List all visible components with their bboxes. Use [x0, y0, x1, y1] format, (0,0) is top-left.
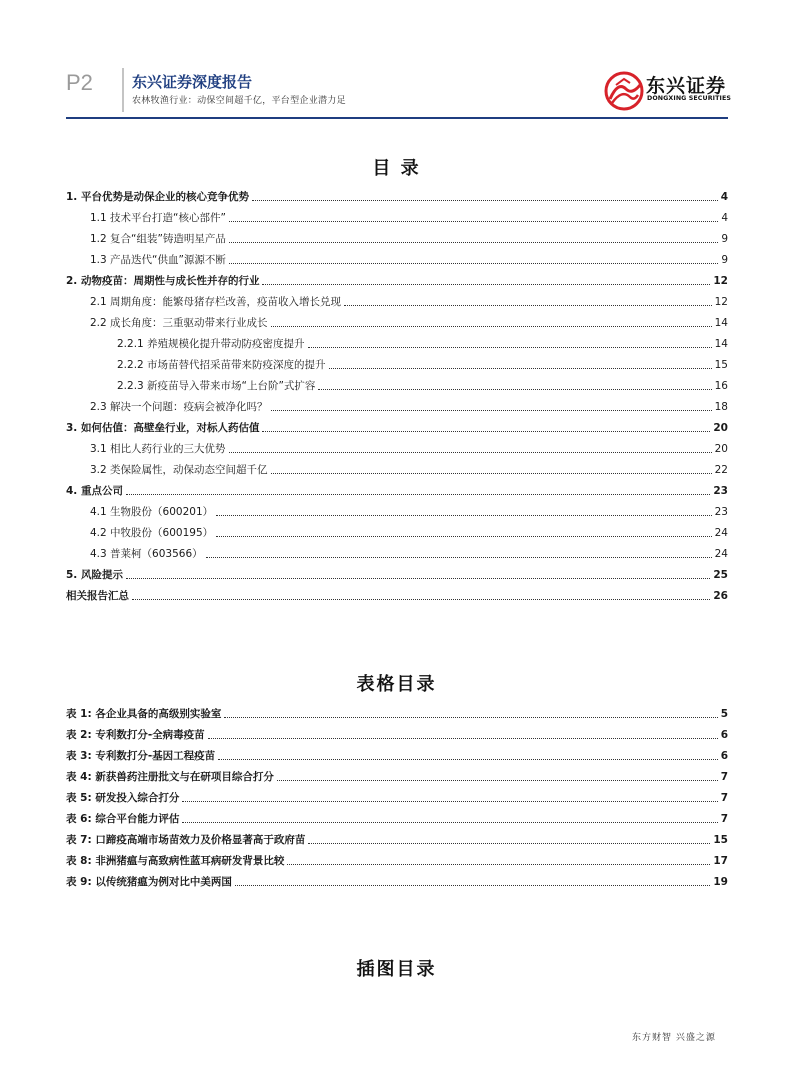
table-entry-page: 6 — [720, 729, 728, 741]
leader-dots — [206, 557, 712, 558]
leader-dots — [216, 515, 712, 516]
table-entry-label: 表 4: 新获兽药注册批文与在研项目综合打分 — [66, 770, 277, 784]
leader-dots — [287, 864, 710, 865]
toc-entry-label: 3.2 类保险属性，动保动态空间超千亿 — [90, 463, 271, 477]
toc-entry[interactable] — [66, 414, 728, 435]
toc-entry-label: 相关报告汇总 — [66, 589, 132, 603]
toc-entry-page: 22 — [714, 464, 728, 476]
toc-entry-label: 2.2.1 养殖规模化提升带动防疫密度提升 — [117, 337, 308, 351]
table-entry[interactable] — [66, 868, 728, 889]
table-entry[interactable] — [66, 700, 728, 721]
toc-entry-label: 4.2 中牧股份（600195） — [90, 526, 216, 540]
leader-dots — [329, 368, 712, 369]
leader-dots — [277, 780, 718, 781]
table-entry-page: 7 — [720, 792, 728, 804]
table-entry-label: 表 9: 以传统猪瘟为例对比中美两国 — [66, 875, 235, 889]
toc-entry-page: 20 — [714, 443, 728, 455]
toc-entry-page: 14 — [714, 338, 728, 350]
toc-entry[interactable] — [66, 519, 728, 540]
leader-dots — [308, 347, 712, 348]
toc-entry-page: 12 — [714, 296, 728, 308]
toc-entry-page: 12 — [713, 275, 728, 287]
toc-entry-page: 4 — [721, 212, 728, 224]
toc-entry-label: 5. 风险提示 — [66, 568, 126, 582]
toc-entry[interactable] — [66, 393, 728, 414]
report-title: 东兴证券深度报告 — [132, 73, 253, 91]
toc-entry-label: 2.1 周期角度：能繁母猪存栏改善，疫苗收入增长兑现 — [90, 295, 344, 309]
toc-entry[interactable] — [66, 540, 728, 561]
toc-entry-label: 4.3 普莱柯（603566） — [90, 547, 206, 561]
toc-entry-page: 16 — [714, 380, 728, 392]
toc-entry-page: 23 — [714, 506, 728, 518]
leader-dots — [271, 326, 712, 327]
toc-entry-page: 24 — [714, 527, 728, 539]
toc-entry-page: 9 — [721, 233, 728, 245]
logo-text: 东兴证券 — [646, 75, 727, 97]
leader-dots — [318, 389, 711, 390]
table-entry-label: 表 6: 综合平台能力评估 — [66, 812, 182, 826]
toc-entry[interactable] — [66, 561, 728, 582]
table-entry-label: 表 1: 各企业具备的高级别实验室 — [66, 707, 224, 721]
leader-dots — [344, 305, 712, 306]
header-rule — [66, 117, 728, 119]
table-entry[interactable] — [66, 784, 728, 805]
toc-entry[interactable] — [66, 498, 728, 519]
toc-entry-label: 2.2.3 新疫苗导入带来市场“上台阶”式扩容 — [117, 379, 318, 393]
leader-dots — [218, 759, 718, 760]
logo-english-text: DONGXING SECURITIES — [647, 95, 731, 102]
leader-dots — [229, 263, 718, 264]
toc-entry-label: 1. 平台优势是动保企业的核心竞争优势 — [66, 190, 252, 204]
toc-entry[interactable] — [66, 351, 728, 372]
toc-entry-label: 1.1 技术平台打造“核心部件” — [90, 211, 229, 225]
leader-dots — [182, 822, 717, 823]
toc-entry[interactable] — [66, 582, 728, 603]
header-divider — [122, 68, 124, 112]
report-subtitle: 农林牧渔行业：动保空间超千亿，平台型企业潜力足 — [132, 96, 346, 106]
table-entry-page: 5 — [720, 708, 728, 720]
table-entry-label: 表 5: 研发投入综合打分 — [66, 791, 182, 805]
table-entry[interactable] — [66, 721, 728, 742]
table-entry-page: 6 — [720, 750, 728, 762]
toc-entry-label: 2. 动物疫苗：周期性与成长性并存的行业 — [66, 274, 262, 288]
toc-entry-label: 3.1 相比人药行业的三大优势 — [90, 442, 229, 456]
footer-slogan: 东方财智 兴盛之源 — [632, 1033, 716, 1043]
table-entry-page: 7 — [720, 771, 728, 783]
toc-entry[interactable] — [66, 183, 728, 204]
figures-toc-title: 插图目录 — [356, 959, 437, 980]
toc-entry-page: 15 — [714, 359, 728, 371]
toc-entry-label: 1.2 复合“组装”铸造明星产品 — [90, 232, 229, 246]
leader-dots — [216, 536, 712, 537]
toc-entry-page: 20 — [713, 422, 728, 434]
leader-dots — [229, 242, 718, 243]
toc-entry[interactable] — [66, 372, 728, 393]
company-logo — [604, 69, 732, 113]
table-entry[interactable] — [66, 763, 728, 784]
leader-dots — [262, 284, 710, 285]
table-entry-page: 17 — [713, 855, 728, 867]
table-entry-page: 19 — [713, 876, 728, 888]
toc-entry[interactable] — [66, 456, 728, 477]
toc-entry-page: 23 — [713, 485, 728, 497]
toc-entry-label: 2.3 解决一个问题：疫病会被净化吗？ — [90, 400, 271, 414]
toc-entry-label: 2.2.2 市场苗替代招采苗带来防疫深度的提升 — [117, 358, 329, 372]
toc-entry-label: 3. 如何估值：高壁垒行业，对标人药估值 — [66, 421, 262, 435]
toc-title: 目 录 — [372, 158, 421, 179]
table-entry-page: 7 — [720, 813, 728, 825]
toc-entry-page: 18 — [714, 401, 728, 413]
table-entry-label: 表 8: 非洲猪瘟与高致病性蓝耳病研发背景比较 — [66, 854, 287, 868]
table-entry[interactable] — [66, 847, 728, 868]
table-entry-page: 15 — [713, 834, 728, 846]
table-entry[interactable] — [66, 742, 728, 763]
toc-entry[interactable] — [66, 246, 728, 267]
table-entry[interactable] — [66, 805, 728, 826]
toc-entry-page: 14 — [714, 317, 728, 329]
table-entry-label: 表 7: 口蹄疫高端市场苗效力及价格显著高于政府苗 — [66, 833, 308, 847]
toc-entry[interactable] — [66, 225, 728, 246]
table-entry-label: 表 2: 专利数打分-全病毒疫苗 — [66, 728, 208, 742]
toc-entry[interactable] — [66, 309, 728, 330]
toc-entry-page: 9 — [721, 254, 728, 266]
toc-entry-label: 1.3 产品迭代“供血”源源不断 — [90, 253, 229, 267]
toc-entry[interactable] — [66, 435, 728, 456]
leader-dots — [224, 717, 717, 718]
leader-dots — [271, 473, 712, 474]
toc-entry[interactable] — [66, 477, 728, 498]
toc-entry[interactable] — [66, 330, 728, 351]
toc-entry-page: 25 — [713, 569, 728, 581]
toc-entry[interactable] — [66, 267, 728, 288]
toc-entry-page: 24 — [714, 548, 728, 560]
logo-mark-icon — [604, 71, 644, 111]
tables-toc-title: 表格目录 — [356, 674, 437, 695]
leader-dots — [271, 410, 712, 411]
table-entry-label: 表 3: 专利数打分-基因工程疫苗 — [66, 749, 218, 763]
leader-dots — [182, 801, 717, 802]
toc-entry-page: 26 — [713, 590, 728, 602]
toc-entry-label: 2.2 成长角度：三重驱动带来行业成长 — [90, 316, 271, 330]
page-header — [0, 0, 793, 125]
leader-dots — [132, 599, 710, 600]
leader-dots — [126, 494, 710, 495]
table-entry[interactable] — [66, 826, 728, 847]
leader-dots — [229, 452, 712, 453]
leader-dots — [229, 221, 718, 222]
page-number: P2 — [66, 70, 93, 95]
toc-entry[interactable] — [66, 288, 728, 309]
toc-entry-label: 4. 重点公司 — [66, 484, 126, 498]
toc-entry[interactable] — [66, 204, 728, 225]
leader-dots — [308, 843, 710, 844]
leader-dots — [126, 578, 710, 579]
leader-dots — [252, 200, 718, 201]
toc-entry-label: 4.1 生物股份（600201） — [90, 505, 216, 519]
leader-dots — [235, 885, 711, 886]
leader-dots — [262, 431, 710, 432]
leader-dots — [208, 738, 718, 739]
toc-entry-page: 4 — [720, 191, 728, 203]
